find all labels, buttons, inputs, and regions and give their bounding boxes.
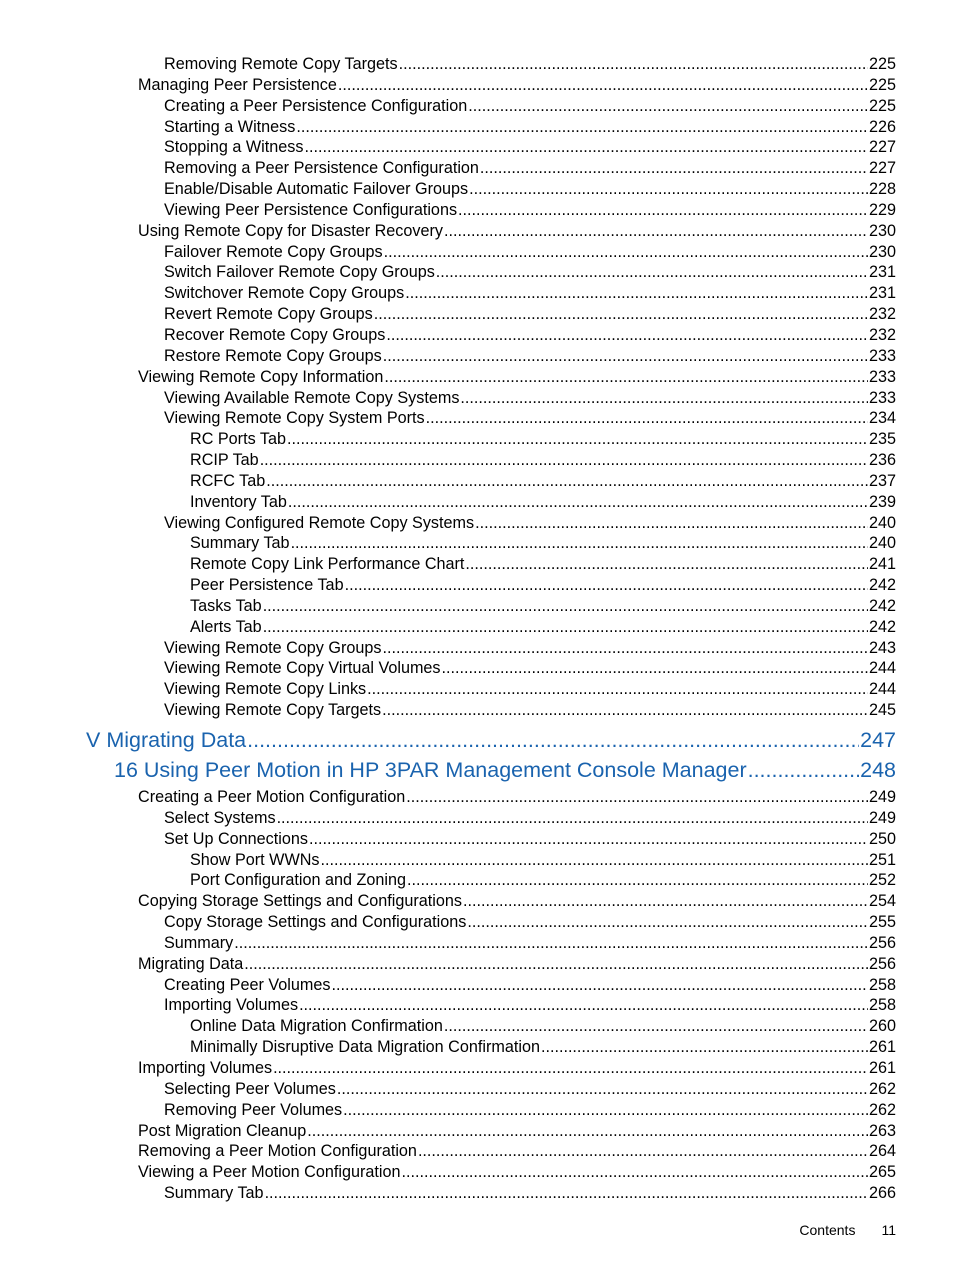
toc-entry[interactable] <box>164 700 896 721</box>
toc-entry-title: Port Configuration and Zoning <box>190 871 406 890</box>
toc-entry-title: Post Migration Cleanup <box>138 1121 307 1140</box>
toc-entry-title: Creating a Peer Motion Configuration <box>138 788 406 806</box>
toc-entry-title: Summary Tab <box>164 1184 264 1203</box>
dot-leader <box>287 429 868 450</box>
toc-entry[interactable] <box>190 429 896 450</box>
toc-entry[interactable] <box>190 1016 896 1037</box>
toc-entry-page: 249 <box>868 788 896 806</box>
dot-leader <box>309 829 868 850</box>
dot-leader <box>374 304 868 325</box>
toc-entry[interactable] <box>190 596 896 617</box>
dot-leader <box>384 242 868 263</box>
toc-entry-title: Copying Storage Settings and Configurations <box>138 892 462 911</box>
toc-entry-title: Inventory Tab <box>190 492 287 511</box>
toc-entry-page: 244 <box>868 680 896 699</box>
dot-leader <box>383 346 868 367</box>
footer-label: Contents <box>799 1222 856 1238</box>
toc-entry-title: Viewing Configured Remote Copy Systems <box>164 513 475 532</box>
toc-entry-title: Viewing Peer Persistence Configurations <box>164 200 458 219</box>
toc-entry-page: 263 <box>868 1121 896 1140</box>
toc-entry[interactable] <box>164 679 896 700</box>
toc-entry-page: 242 <box>868 617 896 636</box>
toc-entry-page: 248 <box>860 758 896 782</box>
toc-entry-title: Managing Peer Persistence <box>138 75 337 94</box>
toc-entry-title: Removing Peer Volumes <box>164 1100 343 1119</box>
toc-entry-title: Removing Remote Copy Targets <box>164 55 398 73</box>
toc-entry[interactable] <box>190 450 896 471</box>
dot-leader <box>307 1121 868 1142</box>
dot-leader <box>296 117 868 138</box>
dot-leader <box>299 995 868 1016</box>
dot-leader <box>265 1183 868 1204</box>
dot-leader <box>277 808 868 829</box>
toc-entry[interactable] <box>164 408 896 429</box>
toc-entry-title: Select Systems <box>164 808 276 827</box>
toc-entry[interactable] <box>138 787 896 808</box>
dot-leader <box>458 200 868 221</box>
toc-entry-title: Copy Storage Settings and Configurations <box>164 913 467 932</box>
toc-entry-title: Viewing Remote Copy Targets <box>164 701 382 720</box>
toc-entry[interactable] <box>164 995 896 1016</box>
toc-entry-page: 256 <box>868 933 896 952</box>
toc-entry-title: Viewing Remote Copy Virtual Volumes <box>164 659 441 678</box>
page-number: 11 <box>881 1222 896 1238</box>
dot-leader <box>382 700 868 721</box>
toc-entry-page: 250 <box>868 829 896 848</box>
dot-leader <box>426 408 868 429</box>
toc-entry[interactable] <box>190 533 896 554</box>
dot-leader <box>541 1037 868 1058</box>
toc-entry-page: 232 <box>868 305 896 324</box>
toc-entry-title: Creating a Peer Persistence Configuration <box>164 96 468 115</box>
dot-leader <box>382 638 868 659</box>
toc-entry-title: Removing a Peer Persistence Configuration <box>164 159 479 178</box>
dot-leader <box>321 850 868 871</box>
toc-entry[interactable] <box>190 1037 896 1058</box>
toc-entry-page: 255 <box>868 913 896 932</box>
toc-entry[interactable] <box>138 1141 896 1162</box>
toc-entry-title: Viewing Remote Copy System Ports <box>164 409 425 428</box>
toc-entry-page: 233 <box>868 367 896 386</box>
dot-leader <box>343 1100 868 1121</box>
toc-entry[interactable] <box>138 1162 896 1183</box>
toc-entry-title: Revert Remote Copy Groups <box>164 305 373 324</box>
dot-leader <box>273 1058 868 1079</box>
dot-leader <box>406 787 868 808</box>
toc-entry-title: Migrating Data <box>138 954 244 973</box>
toc-entry-page: 240 <box>868 534 896 553</box>
toc-entry[interactable] <box>138 1058 896 1079</box>
toc-entry[interactable] <box>190 492 896 513</box>
toc-entry-title: Show Port WWNs <box>190 850 320 869</box>
toc-entry[interactable] <box>190 870 896 891</box>
toc-entry-page: 254 <box>868 892 896 911</box>
toc-entry-page: 232 <box>868 325 896 344</box>
toc-entry-title: Stopping a Witness <box>164 138 304 157</box>
dot-leader <box>331 975 868 996</box>
toc-entry[interactable] <box>138 221 896 242</box>
toc-entry-page: 262 <box>868 1079 896 1098</box>
dot-leader <box>263 617 868 638</box>
toc-entry[interactable] <box>164 117 896 138</box>
toc-entry-page: 227 <box>868 159 896 178</box>
dot-leader <box>463 891 868 912</box>
dot-leader <box>442 658 868 679</box>
toc-entry-title: Set Up Connections <box>164 829 308 848</box>
toc-entry-page: 237 <box>868 471 896 490</box>
toc-entry-page: 233 <box>868 346 896 365</box>
page-footer <box>799 1222 896 1238</box>
dot-leader <box>480 158 868 179</box>
toc-entry-page: 266 <box>868 1184 896 1203</box>
dot-leader <box>234 933 868 954</box>
toc-entry[interactable] <box>190 850 896 871</box>
toc-entry-title: Tasks Tab <box>190 596 262 615</box>
toc-entry[interactable] <box>138 1121 896 1142</box>
toc-chapter-heading[interactable] <box>114 755 896 785</box>
toc-entry-page: 261 <box>868 1058 896 1077</box>
toc-entry[interactable] <box>164 808 896 829</box>
toc-entry[interactable] <box>138 75 896 96</box>
dot-leader <box>244 954 868 975</box>
toc-entry-page: 230 <box>868 242 896 261</box>
toc-entry-page: 239 <box>868 492 896 511</box>
toc-entry-page: 261 <box>868 1038 896 1057</box>
toc-entry[interactable] <box>138 367 896 388</box>
dot-leader <box>386 325 868 346</box>
toc-entry-title: Starting a Witness <box>164 117 296 136</box>
toc-entry-title: Viewing Remote Copy Groups <box>164 638 382 657</box>
toc-entry[interactable] <box>164 137 896 158</box>
dot-leader <box>288 492 868 513</box>
toc-entry-page: 235 <box>868 430 896 449</box>
toc-entry[interactable] <box>164 829 896 850</box>
toc-entry-title: Restore Remote Copy Groups <box>164 346 382 365</box>
toc-entry[interactable] <box>190 575 896 596</box>
toc-entry-title: Creating Peer Volumes <box>164 975 331 994</box>
toc-entry-title: Peer Persistence Tab <box>190 576 344 595</box>
toc-entry-title: Importing Volumes <box>138 1058 273 1077</box>
toc-entry-page: 252 <box>868 871 896 890</box>
toc-entry-page: 247 <box>860 728 896 752</box>
dot-leader <box>260 450 868 471</box>
toc-entry-page: 230 <box>868 221 896 240</box>
toc-entry-page: 231 <box>868 263 896 282</box>
toc-entry-page: 228 <box>868 180 896 199</box>
dot-leader <box>345 575 868 596</box>
toc-entry[interactable] <box>164 54 896 75</box>
dot-leader <box>748 755 860 785</box>
toc-part-heading[interactable] <box>86 725 896 755</box>
dot-leader <box>467 912 868 933</box>
toc-entry-title: Remote Copy Link Performance Chart <box>190 555 465 574</box>
toc-entry-page: 260 <box>868 1017 896 1036</box>
dot-leader <box>436 262 868 283</box>
toc-entry-title: Enable/Disable Automatic Failover Groups <box>164 180 469 199</box>
dot-leader <box>418 1141 868 1162</box>
toc-entry[interactable] <box>190 617 896 638</box>
toc-entry-page: 226 <box>868 117 896 136</box>
toc-entry-page: 258 <box>868 996 896 1015</box>
toc-entry-title: Removing a Peer Motion Configuration <box>138 1142 417 1161</box>
dot-leader <box>304 137 868 158</box>
toc-entry[interactable] <box>164 912 896 933</box>
toc-entry-title: Using Remote Copy for Disaster Recovery <box>138 221 443 240</box>
toc-entry-page: 231 <box>868 284 896 303</box>
dot-leader <box>263 596 868 617</box>
toc-entry[interactable] <box>164 283 896 304</box>
toc-entry[interactable] <box>164 638 896 659</box>
toc-entry-page: 225 <box>868 55 896 73</box>
toc-entry-page: 243 <box>868 638 896 657</box>
toc-entry-page: 227 <box>868 138 896 157</box>
toc-entry-title: Minimally Disruptive Data Migration Confirmation <box>190 1038 540 1057</box>
toc-entry-page: 241 <box>868 555 896 574</box>
toc-entry-title: RC Ports Tab <box>190 430 286 449</box>
toc-entry-page: 240 <box>868 513 896 532</box>
toc-entry-page: 236 <box>868 451 896 470</box>
dot-leader <box>475 513 868 534</box>
toc-entry-page: 234 <box>868 409 896 428</box>
toc-entry-title: Viewing Remote Copy Information <box>138 367 384 386</box>
dot-leader <box>399 54 868 75</box>
toc-entry-page: 265 <box>868 1163 896 1182</box>
toc-entry-page: 242 <box>868 576 896 595</box>
toc-entry-title: Summary Tab <box>190 534 290 553</box>
toc-entry[interactable] <box>190 471 896 492</box>
dot-leader <box>444 1016 868 1037</box>
toc-entry[interactable] <box>164 388 896 409</box>
dot-leader <box>247 725 859 755</box>
toc-entry[interactable] <box>164 158 896 179</box>
toc-entry-title: Recover Remote Copy Groups <box>164 325 386 344</box>
toc-entry-page: 225 <box>868 75 896 94</box>
toc-entry[interactable] <box>164 179 896 200</box>
toc-entry[interactable] <box>164 262 896 283</box>
toc-entry-title: Failover Remote Copy Groups <box>164 242 383 261</box>
dot-leader <box>405 283 868 304</box>
toc-entry-page: 229 <box>868 200 896 219</box>
toc-entry-page: 251 <box>868 850 896 869</box>
toc-entry-page: 225 <box>868 96 896 115</box>
toc-entry-title: Online Data Migration Confirmation <box>190 1017 443 1036</box>
dot-leader <box>401 1162 868 1183</box>
dot-leader <box>266 471 868 492</box>
toc-entry-page: 249 <box>868 808 896 827</box>
dot-leader <box>384 367 868 388</box>
toc-entry[interactable] <box>164 975 896 996</box>
toc-entry-title: Viewing Available Remote Copy Systems <box>164 388 460 407</box>
dot-leader <box>338 75 868 96</box>
dot-leader <box>337 1079 868 1100</box>
toc-entry-title: 16 Using Peer Motion in HP 3PAR Management Console Manager <box>114 758 747 782</box>
dot-leader <box>291 533 868 554</box>
toc-entry-title: Selecting Peer Volumes <box>164 1079 336 1098</box>
toc-entry-page: 233 <box>868 388 896 407</box>
toc-entry-page: 256 <box>868 954 896 973</box>
toc-entry-title: Switch Failover Remote Copy Groups <box>164 263 435 282</box>
toc-entry[interactable] <box>164 96 896 117</box>
toc-entry[interactable] <box>164 1100 896 1121</box>
toc-entry-title: V Migrating Data <box>86 728 247 752</box>
toc-entry[interactable] <box>164 346 896 367</box>
toc-entry-page: 245 <box>868 701 896 720</box>
dot-leader <box>460 388 868 409</box>
toc-entry[interactable] <box>164 1079 896 1100</box>
toc-entry-title: RCFC Tab <box>190 471 266 490</box>
toc-entry-title: Switchover Remote Copy Groups <box>164 284 405 303</box>
toc-entry-title: RCIP Tab <box>190 451 259 470</box>
table-of-contents <box>0 54 954 1204</box>
toc-entry[interactable] <box>164 200 896 221</box>
dot-leader <box>469 179 868 200</box>
toc-entry-page: 244 <box>868 659 896 678</box>
toc-entry-page: 242 <box>868 596 896 615</box>
toc-entry-page: 264 <box>868 1142 896 1161</box>
dot-leader <box>444 221 868 242</box>
toc-entry-title: Alerts Tab <box>190 617 262 636</box>
dot-leader <box>407 870 868 891</box>
toc-entry[interactable] <box>164 658 896 679</box>
toc-entry[interactable] <box>138 891 896 912</box>
dot-leader <box>465 554 868 575</box>
toc-entry[interactable] <box>164 304 896 325</box>
toc-entry[interactable] <box>164 1183 896 1204</box>
toc-entry-title: Importing Volumes <box>164 996 299 1015</box>
toc-entry[interactable] <box>190 554 896 575</box>
toc-entry-page: 258 <box>868 975 896 994</box>
toc-entry[interactable] <box>138 954 896 975</box>
toc-entry-title: Viewing a Peer Motion Configuration <box>138 1163 401 1182</box>
toc-entry[interactable] <box>164 933 896 954</box>
toc-entry-page: 262 <box>868 1100 896 1119</box>
dot-leader <box>468 96 868 117</box>
dot-leader <box>367 679 868 700</box>
toc-entry[interactable] <box>164 325 896 346</box>
toc-entry-title: Viewing Remote Copy Links <box>164 680 367 699</box>
toc-entry[interactable] <box>164 513 896 534</box>
toc-entry[interactable] <box>164 242 896 263</box>
toc-entry-title: Summary <box>164 933 234 952</box>
